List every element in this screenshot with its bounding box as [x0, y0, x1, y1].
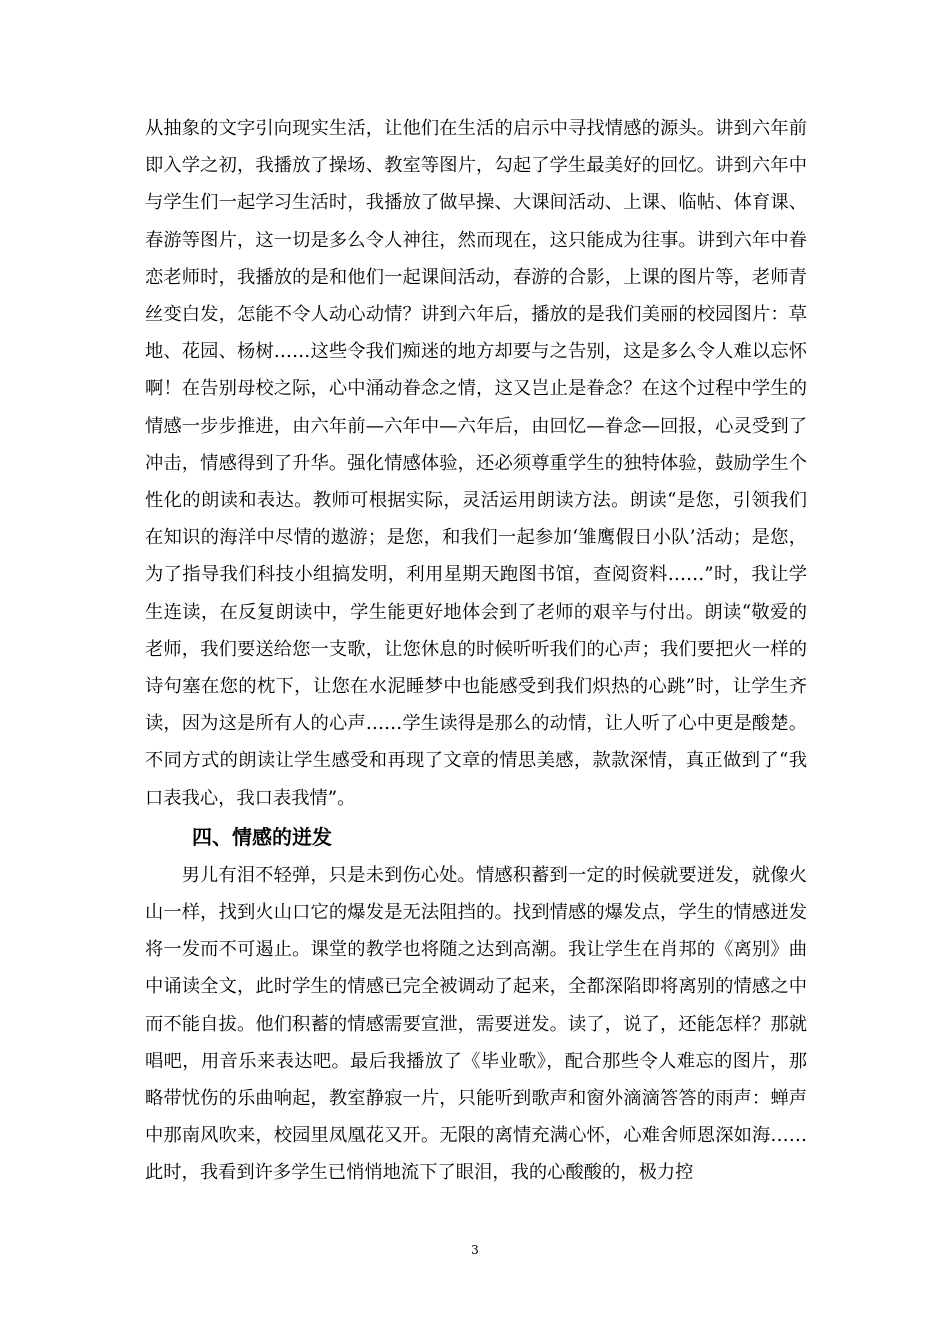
body-paragraph-section-four: 男儿有泪不轻弹，只是未到伤心处。情感积蓄到一定的时候就要迸发，就像火山一样，找到火山口它的爆发是无法阻挡的。找到情感的爆发点，学生的情感迸发将一发而不可遏止。课堂的教学也将随之达到高潮。我让学生在肖邦的《离别》曲中诵读全文，此时学生的情感已完全被调动了起来，全都深陷即将离别的情感之中而不能自拔。他们积蓄的情感需要宣泄，需要迸发。读了，说了，还能怎样？那就唱吧，用音乐来表达吧。最后我播放了《毕业歌》，配合那些令人难忘的图片，那略带忧伤的乐曲响起，教室静寂一片，只能听到歌声和窗外滴滴答答的雨声：蝉声中那南风吹来，校园里凤凰花又开。无限的离情充满心怀，心难舍师恩深如海……此时，我看到许多学生已悄悄地流下了眼泪，我的心酸酸的，极力控: [145, 864, 807, 1184]
body-paragraph-continued: 从抽象的文字引向现实生活，让他们在生活的启示中寻找情感的源头。讲到六年前即入学之初，我播放了操场、教室等图片，勾起了学生最美好的回忆。讲到六年中与学生们一起学习生活时，我播放了做早操、大课间活动、上课、临帖、体育课、春游等图片，这一切是多么令人神往，然而现在，这只能成为往事。讲到六年中眷恋老师时，我播放的是和他们一起课间活动，春游的合影，上课的图片等，老师青丝变白发，怎能不令人动心动情？讲到六年后，播放的是我们美丽的校园图片：草地、花园、杨树……这些令我们痴迷的地方却要与之告别，这是多么令人难以忘怀啊！在告别母校之际，心中涌动眷念之情，这又岂止是眷念？在这个过程中学生的情感一步步推进，由六年前—六年中—六年后，由回忆—眷念—回报，心灵受到了冲击，情感得到了升华。强化情感体验，还必须尊重学生的独特体验，鼓励学生个性化的朗读和表达。教师可根据实际，灵活运用朗读方法。朗读“是您，引领我们在知识的海洋中尽情的遨游；是您，和我们一起参加‘雏鹰假日小队’活动；是您，为了指导我们科技小组搞发明，利用星期天跑图书馆，查阅资料……”时，我让学生连读，在反复朗读中，学生能更好地体会到了老师的艰辛与付出。朗读“敬爱的老师，我们要送给您一支歌，让您休息的时候听听我们的心声；我们要把火一样的诗句塞在您的枕下，让您在水泥睡梦中也能感受到我们炽热的心跳”时，让学生齐读，因为这是所有人的心声……学生读得是那么的动情，让人听了心中更是酸楚。不同方式的朗读让学生感受和再现了文章的情思美感，款款深情，真正做到了“我口表我心，我口表我情”。: [145, 118, 807, 809]
section-heading: 四、情感的迸发: [192, 824, 332, 849]
page-body: [145, 110, 807, 1192]
page-number: 3: [471, 1243, 479, 1257]
